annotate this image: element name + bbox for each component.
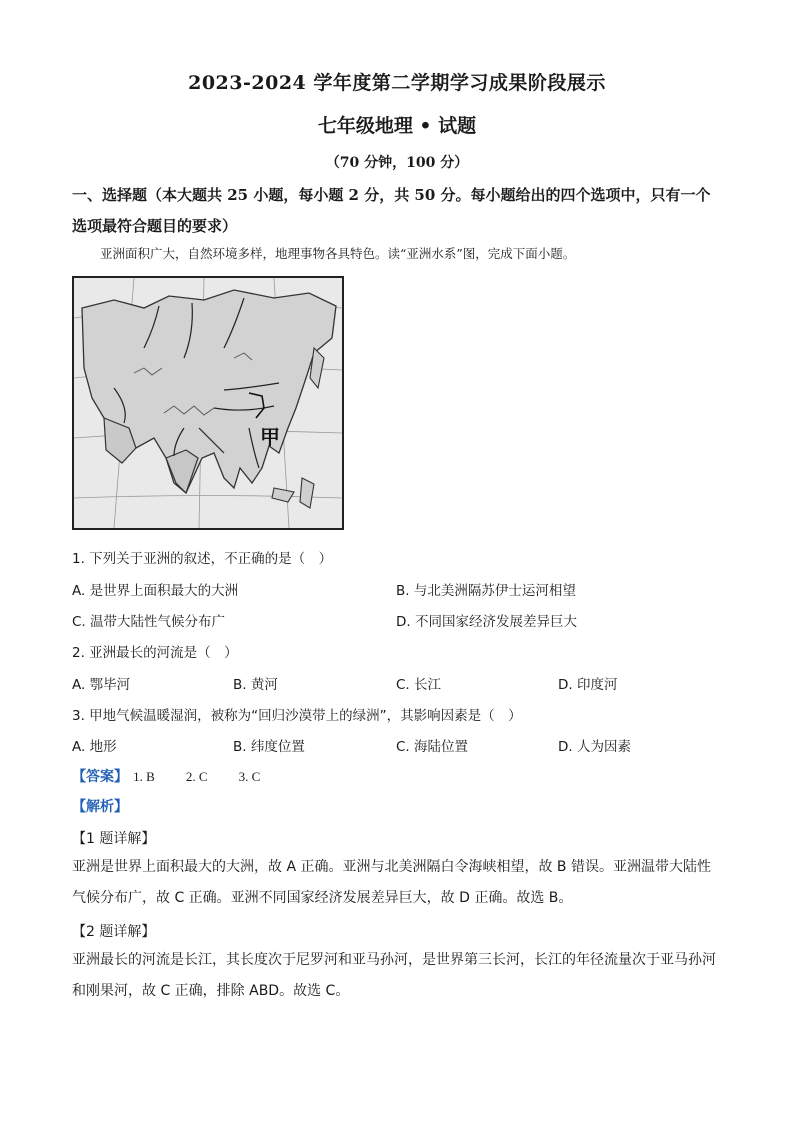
- section-intro: 亚洲面积广大，自然环境多样，地理事物各具特色。读“亚洲水系”图，完成下面小题。: [100, 246, 576, 261]
- question-2-option-d: D. 印度河: [558, 677, 618, 693]
- question-1-option-d: D. 不同国家经济发展差异巨大: [396, 614, 577, 630]
- question-2-stem: 2. 亚洲最长的河流是（ ）: [72, 645, 238, 661]
- question-2-option-a: A. 鄂毕河: [72, 677, 131, 693]
- asia-map-image: [74, 278, 342, 528]
- answer-3: 3. C: [238, 769, 261, 784]
- question-3-option-a: A. 地形: [72, 739, 117, 755]
- analysis-q2-text: 亚洲最长的河流是长江，其长度次于尼罗河和亚马孙河，是世界第三长河，长江的年径流量次于亚马孙河和刚果河，故 C 正确，排除 ABD。故选 C。: [72, 952, 716, 999]
- exam-title: 2023-2024 学年度第二学期学习成果阶段展示: [188, 72, 606, 94]
- question-1-option-b: B. 与北美洲隔苏伊士运河相望: [396, 583, 576, 599]
- analysis-q2-heading: 【2 题详解】: [72, 924, 156, 940]
- analysis-q1-text: 亚洲是世界上面积最大的大洲，故 A 正确。亚洲与北美洲隔白令海峡相望，故 B 错误。亚洲温带大陆性气候分布广，故 C 正确。亚洲不同国家经济发展差异巨大，故 D 正确。故选 B。: [72, 859, 711, 906]
- question-1-option-c: C. 温带大陆性气候分布广: [72, 614, 226, 630]
- question-2-option-c: C. 长江: [396, 677, 442, 693]
- answer-2: 2. C: [185, 769, 208, 784]
- exam-duration: （70 分钟，100 分）: [325, 155, 469, 171]
- map-label-jia: 甲: [260, 425, 280, 449]
- question-3-option-c: C. 海陆位置: [396, 739, 469, 755]
- question-1-stem: 1. 下列关于亚洲的叙述，不正确的是（ ）: [72, 551, 333, 567]
- question-3-option-b: B. 纬度位置: [233, 739, 305, 755]
- asia-river-map: [72, 276, 344, 530]
- section-heading: 一、选择题（本大题共 25 小题，每小题 2 分，共 50 分。每小题给出的四个选项中，只有一个选项最符合题目的要求）: [72, 186, 711, 235]
- question-2-option-b: B. 黄河: [233, 677, 278, 693]
- question-3-stem: 3. 甲地气候温暖湿润，被称为“回归沙漠带上的绿洲”，其影响因素是（ ）: [72, 708, 522, 724]
- analysis-tag: 【解析】: [72, 799, 128, 815]
- question-1-option-a: A. 是世界上面积最大的大洲: [72, 583, 239, 599]
- question-3-option-d: D. 人为因素: [558, 739, 631, 755]
- exam-subtitle: 七年级地理 • 试题: [317, 115, 477, 137]
- answer-1: 1. B: [133, 769, 155, 784]
- analysis-q1-heading: 【1 题详解】: [72, 831, 156, 847]
- answer-tag: 【答案】: [72, 769, 128, 785]
- answer-line: [72, 766, 260, 786]
